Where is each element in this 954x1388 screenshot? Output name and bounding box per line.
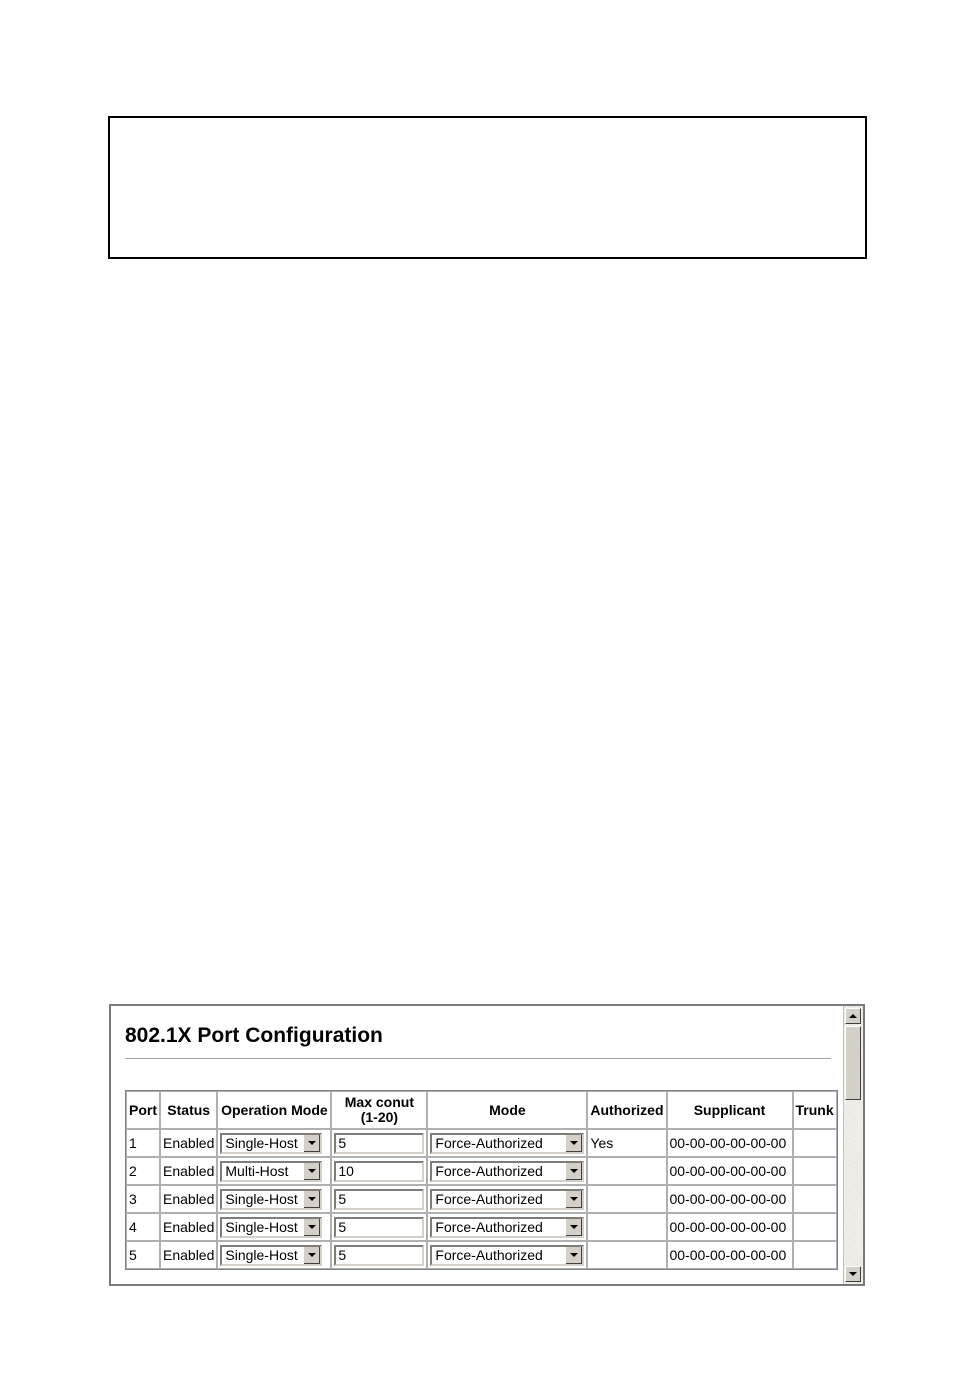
page-title: 802.1X Port Configuration: [125, 1024, 383, 1047]
cell-status: Enabled: [160, 1129, 217, 1157]
header-authorized: Authorized: [587, 1091, 666, 1129]
cell-mode: [427, 1241, 587, 1269]
chevron-down-icon[interactable]: [565, 1163, 582, 1180]
table-row: [126, 1185, 837, 1213]
cell-status: Enabled: [160, 1241, 217, 1269]
cell-trunk: [793, 1241, 837, 1269]
browser-frame: [109, 1004, 865, 1286]
table-row: [126, 1157, 837, 1185]
cell-status: Enabled: [160, 1157, 217, 1185]
table-row: [126, 1129, 837, 1157]
cell-operation-mode: [217, 1129, 331, 1157]
cell-port: 3: [126, 1185, 160, 1213]
mode-select[interactable]: [430, 1161, 584, 1182]
cell-status: Enabled: [160, 1213, 217, 1241]
mode-select[interactable]: [430, 1133, 584, 1154]
operation-mode-select[interactable]: [220, 1161, 322, 1182]
max-count-input[interactable]: 5: [334, 1217, 424, 1238]
max-count-input[interactable]: 5: [334, 1133, 424, 1154]
operation-mode-value: Single-Host: [225, 1134, 298, 1151]
chevron-down-icon[interactable]: [303, 1135, 320, 1152]
cell-port: 5: [126, 1241, 160, 1269]
chevron-down-icon[interactable]: [565, 1135, 582, 1152]
mode-select[interactable]: [430, 1189, 584, 1210]
cell-supplicant: 00-00-00-00-00-00: [667, 1213, 793, 1241]
table-header-row: [126, 1091, 837, 1129]
cell-supplicant: 00-00-00-00-00-00: [667, 1129, 793, 1157]
cell-supplicant: 00-00-00-00-00-00: [667, 1241, 793, 1269]
table-body: [126, 1129, 837, 1269]
cell-trunk: [793, 1129, 837, 1157]
note-box: [108, 116, 867, 259]
operation-mode-select[interactable]: [220, 1245, 322, 1266]
mode-value: Force-Authorized: [435, 1246, 543, 1263]
cell-max-count: [331, 1157, 427, 1185]
operation-mode-select[interactable]: [220, 1133, 322, 1154]
cell-authorized: [587, 1157, 666, 1185]
vertical-scrollbar[interactable]: [843, 1006, 863, 1284]
cell-operation-mode: [217, 1241, 331, 1269]
scroll-down-arrow-icon[interactable]: [845, 1266, 861, 1282]
cell-authorized: [587, 1185, 666, 1213]
mode-value: Force-Authorized: [435, 1190, 543, 1207]
cell-mode: [427, 1213, 587, 1241]
page-content: [111, 1006, 844, 1284]
chevron-down-icon[interactable]: [565, 1219, 582, 1236]
header-operation-mode: Operation Mode: [217, 1091, 331, 1129]
cell-trunk: [793, 1185, 837, 1213]
header-mode: Mode: [427, 1091, 587, 1129]
title-divider: [125, 1058, 831, 1060]
cell-max-count: [331, 1213, 427, 1241]
cell-port: 1: [126, 1129, 160, 1157]
chevron-down-icon[interactable]: [303, 1191, 320, 1208]
max-count-input[interactable]: 10: [334, 1161, 424, 1182]
cell-trunk: [793, 1157, 837, 1185]
header-port: Port: [126, 1091, 160, 1129]
cell-mode: [427, 1129, 587, 1157]
table-row: [126, 1241, 837, 1269]
operation-mode-value: Single-Host: [225, 1246, 298, 1263]
cell-status: Enabled: [160, 1185, 217, 1213]
cell-mode: [427, 1185, 587, 1213]
cell-port: 2: [126, 1157, 160, 1185]
cell-max-count: [331, 1129, 427, 1157]
scrollbar-thumb[interactable]: [845, 1026, 861, 1100]
cell-authorized: Yes: [587, 1129, 666, 1157]
port-config-table: [125, 1090, 838, 1270]
max-count-input[interactable]: 5: [334, 1245, 424, 1266]
mode-select[interactable]: [430, 1245, 584, 1266]
header-max-count: [331, 1091, 427, 1129]
cell-operation-mode: [217, 1213, 331, 1241]
header-status: Status: [160, 1091, 217, 1129]
mode-value: Force-Authorized: [435, 1134, 543, 1151]
max-count-input[interactable]: 5: [334, 1189, 424, 1210]
cell-supplicant: 00-00-00-00-00-00: [667, 1157, 793, 1185]
cell-max-count: [331, 1241, 427, 1269]
header-supplicant: Supplicant: [667, 1091, 793, 1129]
header-max-count-line2: (1-20): [360, 1109, 399, 1125]
operation-mode-select[interactable]: [220, 1217, 322, 1238]
chevron-down-icon[interactable]: [303, 1219, 320, 1236]
chevron-down-icon[interactable]: [303, 1247, 320, 1264]
mode-value: Force-Authorized: [435, 1218, 543, 1235]
chevron-down-icon[interactable]: [565, 1247, 582, 1264]
header-max-count-line1: Max conut: [344, 1094, 414, 1110]
operation-mode-value: Single-Host: [225, 1218, 298, 1235]
table-row: [126, 1213, 837, 1241]
cell-authorized: [587, 1241, 666, 1269]
cell-port: 4: [126, 1213, 160, 1241]
mode-select[interactable]: [430, 1217, 584, 1238]
chevron-down-icon[interactable]: [565, 1191, 582, 1208]
scroll-up-arrow-icon[interactable]: [845, 1008, 861, 1024]
cell-trunk: [793, 1213, 837, 1241]
cell-supplicant: 00-00-00-00-00-00: [667, 1185, 793, 1213]
header-trunk: Trunk: [793, 1091, 837, 1129]
mode-value: Force-Authorized: [435, 1162, 543, 1179]
cell-authorized: [587, 1213, 666, 1241]
cell-mode: [427, 1157, 587, 1185]
operation-mode-value: Multi-Host: [225, 1162, 289, 1179]
cell-operation-mode: [217, 1185, 331, 1213]
cell-max-count: [331, 1185, 427, 1213]
operation-mode-value: Single-Host: [225, 1190, 298, 1207]
chevron-down-icon[interactable]: [303, 1163, 320, 1180]
cell-operation-mode: [217, 1157, 331, 1185]
operation-mode-select[interactable]: [220, 1189, 322, 1210]
